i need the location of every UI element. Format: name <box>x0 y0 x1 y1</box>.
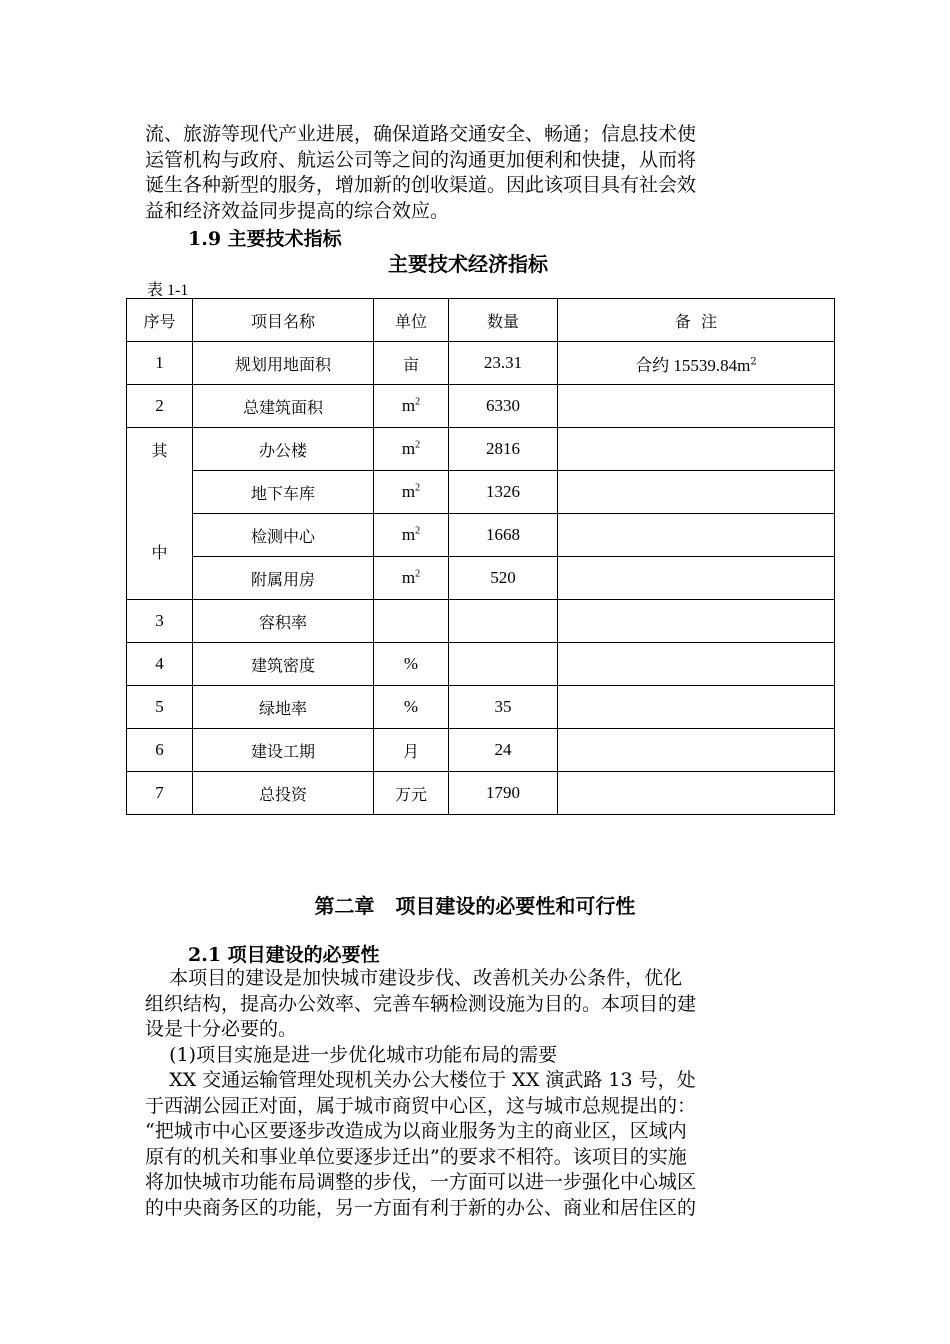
item-quantity: 1668 <box>449 514 558 557</box>
body-line: 于西湖公园正对面，属于城市商贸中心区，这与城市总规提出的： <box>145 1094 697 1117</box>
intro-line: 诞生各种新型的服务，增加新的创收渠道。因此该项目具有社会效 <box>145 174 697 196</box>
item-note <box>558 471 835 514</box>
item-unit: $m^2$ <box>374 471 449 514</box>
item-name: 规划用地面积 <box>193 342 374 385</box>
item-name: 办公楼 <box>193 428 374 471</box>
item-quantity <box>449 643 558 686</box>
item-note <box>558 729 835 772</box>
intro-line: 益和经济效益同步提高的综合效应。 <box>145 199 450 222</box>
intro-paragraph <box>145 122 807 224</box>
item-name: 绿地率 <box>193 686 374 729</box>
body-paragraph <box>145 966 807 1221</box>
item-name: 检测中心 <box>193 514 374 557</box>
row-number: 3 <box>127 600 193 643</box>
header-cell: 单位 <box>374 299 449 342</box>
item-note <box>558 772 835 815</box>
item-name: 建设工期 <box>193 729 374 772</box>
table-title: 主要技术经济指标 <box>388 252 548 276</box>
item-note <box>558 600 835 643</box>
item-note <box>558 514 835 557</box>
item-note <box>558 643 835 686</box>
body-line: 本项目的建设是加快城市建设步伐、改善机关办公条件，优化 <box>145 967 683 989</box>
table-row <box>127 686 835 729</box>
table-row <box>127 772 835 815</box>
intro-line: 运管机构与政府、航运公司等之间的沟通更加便利和快捷，从而将 <box>145 148 697 171</box>
chapter-title: 第二章 项目建设的必要性和可行性 <box>314 894 636 918</box>
intro-line: 流、旅游等现代产业进展，确保道路交通安全、畅通；信息技术使 <box>145 123 697 145</box>
table-row <box>127 471 835 514</box>
table-row <box>127 342 835 385</box>
row-number: 7 <box>127 772 193 815</box>
item-name: 地下车库 <box>193 471 374 514</box>
group-label-bottom: 中 <box>151 543 168 562</box>
body-line: (1)项目实施是进一步优化城市功能布局的需要 <box>145 1043 558 1066</box>
row-number: 5 <box>127 686 193 729</box>
item-unit: % <box>374 686 449 729</box>
row-number: 4 <box>127 643 193 686</box>
table-row <box>127 643 835 686</box>
item-unit: 月 <box>374 729 449 772</box>
item-note <box>558 557 835 600</box>
item-quantity: 520 <box>449 557 558 600</box>
table-row <box>127 729 835 772</box>
item-unit: % <box>374 643 449 686</box>
item-unit: $m^2$ <box>374 428 449 471</box>
header-cell: 序号 <box>127 299 193 342</box>
table-header-row <box>127 299 835 342</box>
header-cell: 项目名称 <box>193 299 374 342</box>
body-line: 原有的机关和事业单位要逐步迁出”的要求不相符。该项目的实施 <box>145 1145 687 1168</box>
group-label-top: 其 <box>151 441 168 460</box>
item-quantity: 1326 <box>449 471 558 514</box>
item-name: 总投资 <box>193 772 374 815</box>
tech-indicator-table <box>126 298 835 815</box>
table-label: 表 1-1 <box>147 282 189 299</box>
item-note <box>558 385 835 428</box>
table-row <box>127 514 835 557</box>
body-line: 的中央商务区的功能，另一方面有利于新的办公、商业和居住区的 <box>145 1196 697 1219</box>
item-quantity: 6330 <box>449 385 558 428</box>
item-quantity: 24 <box>449 729 558 772</box>
item-name: 总建筑面积 <box>193 385 374 428</box>
body-line: 设是十分必要的。 <box>145 1018 298 1040</box>
item-name: 附属用房 <box>193 557 374 600</box>
item-name: 容积率 <box>193 600 374 643</box>
item-note: 合约 $15539.84m^2$ <box>558 342 835 385</box>
body-line: XX 交通运输管理处现机关办公大楼位于 XX 演武路 13 号，处 <box>145 1069 696 1091</box>
row-number: 6 <box>127 729 193 772</box>
item-quantity <box>449 600 558 643</box>
item-unit <box>374 600 449 643</box>
item-unit: $m^2$ <box>374 514 449 557</box>
item-quantity: 23.31 <box>449 342 558 385</box>
item-quantity: 35 <box>449 686 558 729</box>
table-row <box>127 385 835 428</box>
header-cell: 数量 <box>449 299 558 342</box>
item-unit: $m^2$ <box>374 557 449 600</box>
row-number: 2 <box>127 385 193 428</box>
item-note <box>558 686 835 729</box>
section-heading-2-1: 2.1 项目建设的必要性 <box>188 944 380 966</box>
item-note <box>558 428 835 471</box>
item-quantity: 2816 <box>449 428 558 471</box>
item-unit: $m^2$ <box>374 385 449 428</box>
item-unit: 亩 <box>374 342 449 385</box>
body-line: 组织结构，提高办公效率、完善车辆检测设施为目的。本项目的建 <box>145 992 697 1015</box>
table-row <box>127 557 835 600</box>
item-quantity: 1790 <box>449 772 558 815</box>
group-label-cell <box>127 428 193 600</box>
body-line: “把城市中心区要逐步改造成为以商业服务为主的商业区，区域内 <box>145 1120 687 1142</box>
item-name: 建筑密度 <box>193 643 374 686</box>
row-number: 1 <box>127 342 193 385</box>
table-row <box>127 600 835 643</box>
body-line: 将加快城市功能布局调整的步伐，一方面可以进一步强化中心城区 <box>145 1171 697 1193</box>
item-unit: 万元 <box>374 772 449 815</box>
section-heading-1-9: 1.9 主要技术指标 <box>188 228 342 250</box>
header-cell: 备 注 <box>558 299 835 342</box>
table-row <box>127 428 835 471</box>
